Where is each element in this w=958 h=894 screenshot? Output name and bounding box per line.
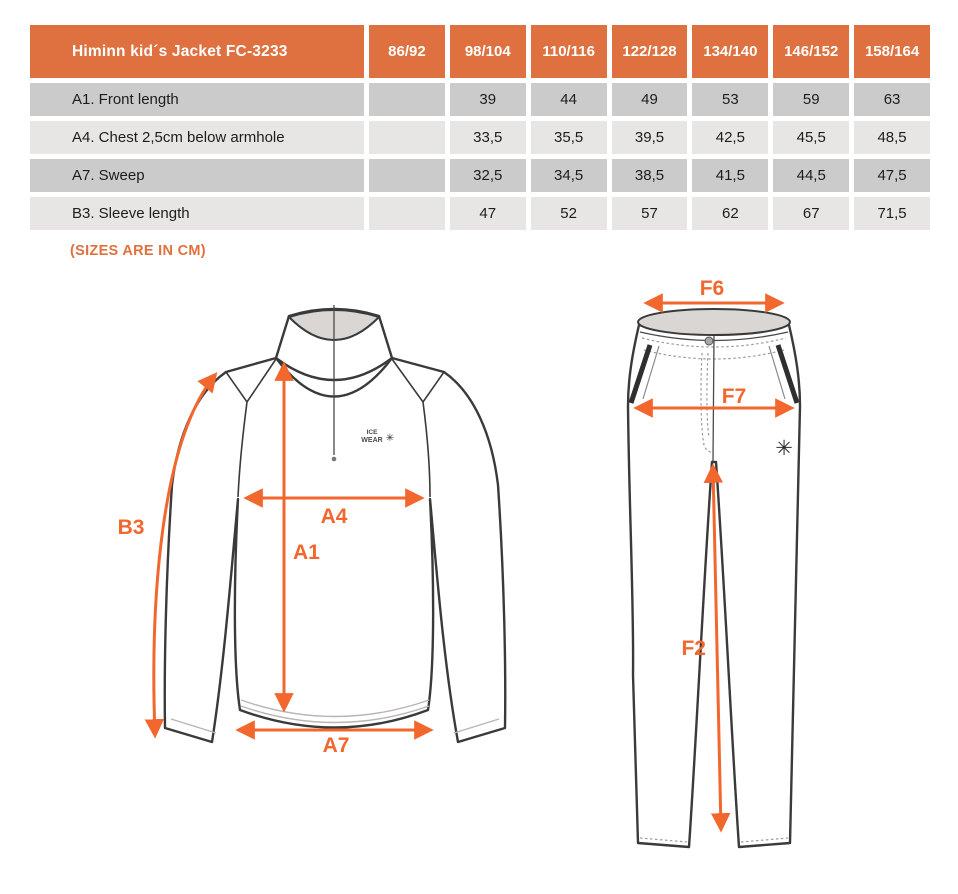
snowflake-logo-icon: ✳ [775,436,793,460]
column-header-158-164: 158/164 [854,25,930,78]
value-cell: 53 [692,83,768,116]
measurement-diagram [0,275,958,894]
table-title: Himinn kid´s Jacket FC-3233 [30,25,364,78]
value-cell: 44 [531,83,607,116]
value-cell: 59 [773,83,849,116]
label-B3: B3 [117,516,145,539]
zipper-pull [332,457,337,462]
value-cell: 39,5 [612,121,688,154]
waist-button [705,337,713,345]
value-cell: 39 [450,83,526,116]
row-label-sweep: A7. Sweep [30,159,364,192]
size-table [30,25,930,230]
value-cell [369,83,445,116]
row-label-chest: A4. Chest 2,5cm below armhole [30,121,364,154]
jacket-drawing [118,305,506,757]
column-header-122-128: 122/128 [612,25,688,78]
value-cell: 48,5 [854,121,930,154]
label-A7: A7 [322,734,350,757]
value-cell [369,159,445,192]
value-cell [369,121,445,154]
label-F6: F6 [699,277,725,300]
row-label-sleeve-length: B3. Sleeve length [30,197,364,230]
value-cell: 63 [854,83,930,116]
label-A4: A4 [320,505,348,528]
value-cell [369,197,445,230]
column-header-86-92: 86/92 [369,25,445,78]
logo-line1: ICE [366,429,378,436]
value-cell: 35,5 [531,121,607,154]
column-header-98-104: 98/104 [450,25,526,78]
value-cell: 71,5 [854,197,930,230]
sizes-in-cm-note: (SIZES ARE IN CM) [70,243,206,259]
column-header-110-116: 110/116 [531,25,607,78]
value-cell: 42,5 [692,121,768,154]
value-cell: 38,5 [612,159,688,192]
jacket-body-outline [165,358,505,742]
label-F7: F7 [721,385,747,408]
logo-snowflake-icon: ✳ [385,433,395,444]
value-cell: 49 [612,83,688,116]
value-cell: 47 [450,197,526,230]
column-header-134-140: 134/140 [692,25,768,78]
logo-line2: WEAR [361,437,383,444]
value-cell: 47,5 [854,159,930,192]
value-cell: 41,5 [692,159,768,192]
value-cell: 44,5 [773,159,849,192]
value-cell: 32,5 [450,159,526,192]
value-cell: 52 [531,197,607,230]
value-cell: 33,5 [450,121,526,154]
value-cell: 34,5 [531,159,607,192]
value-cell: 67 [773,197,849,230]
value-cell: 62 [692,197,768,230]
pants-drawing [628,277,800,847]
value-cell: 45,5 [773,121,849,154]
row-label-front-length: A1. Front length [30,83,364,116]
value-cell: 57 [612,197,688,230]
label-A1: A1 [293,541,320,564]
column-header-146-152: 146/152 [773,25,849,78]
waist-opening-shade [638,309,790,335]
label-F2: F2 [681,637,706,660]
